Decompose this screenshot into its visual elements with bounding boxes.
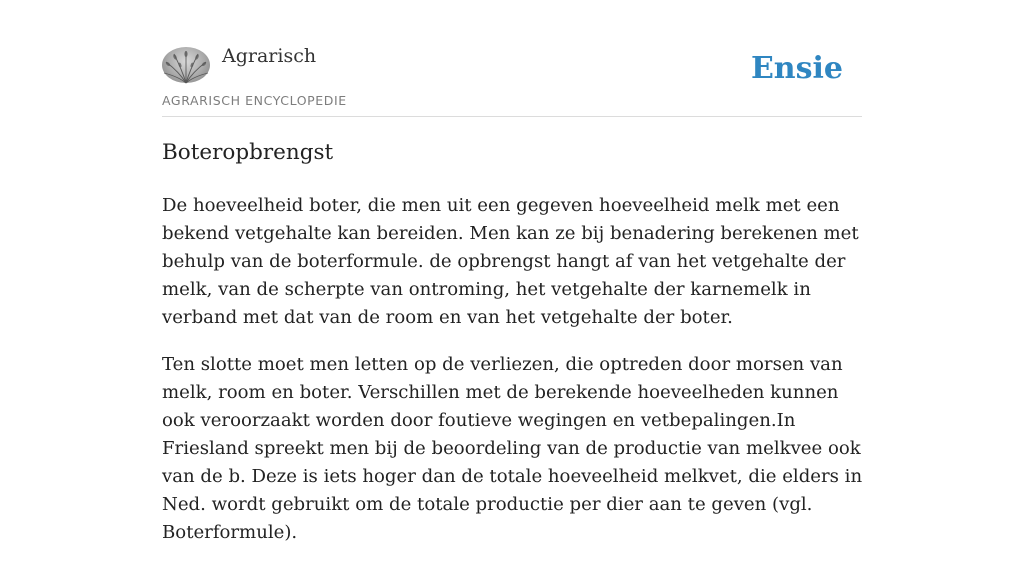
page-container — [162, 0, 863, 543]
publication-name[interactable]: Agrarisch — [222, 45, 317, 67]
article-body — [162, 192, 866, 566]
site-header — [162, 0, 862, 117]
wheat-logo-icon[interactable] — [162, 47, 210, 83]
article-title: Boteropbrengst — [162, 140, 334, 165]
article-paragraph: Ten slotte moet men letten op de verliezen, die optreden door morsen van melk, room en boter. Verschillen met de berekende hoeveelheden kunnen ook veroorzaakt worden door foutieve wegingen en vetbepalingen.In Friesland spreekt men bij de beoordeling van de productie van melkvee ook van de b. Deze is iets hoger dan de totale hoeveelheid melkvet, die elders in Ned. wordt gebruikt om de totale productie per dier aan te geven (vgl. Boterformule). — [162, 354, 863, 543]
publication-subtitle: AGRARISCH ENCYCLOPEDIE — [162, 93, 347, 108]
brand-logo-link[interactable]: Ensie — [750, 51, 843, 86]
article-paragraph: De hoeveelheid boter, die men uit een gegeven hoeveelheid melk met een bekend vetgehalte kan bereiden. Men kan ze bij benadering berekenen met behulp van de boterformule. de opbrengst hangt af van het vetgehalte der melk, van de scherpte van ontroming, het vetgehalte der karnemelk in verband met dat van de room en van het vetgehalte der boter. — [162, 195, 859, 328]
